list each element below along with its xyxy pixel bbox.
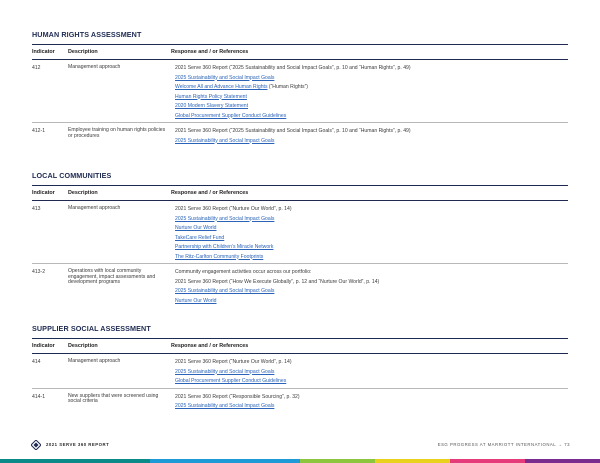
color-bar-segment [0, 459, 150, 463]
header-description: Description [68, 49, 98, 55]
reference-link[interactable]: Human Rights Policy Statement [175, 93, 247, 100]
header-response: Response and / or References [171, 343, 249, 349]
table-row [32, 123, 568, 147]
reference-link[interactable]: Nurture Our World [175, 225, 217, 231]
response-references [175, 354, 568, 388]
header-description: Description [68, 190, 98, 196]
reference-line [175, 113, 568, 123]
reference-suffix: (“Human Rights”) [267, 84, 308, 90]
indicator-description: Management approach [68, 358, 121, 364]
reference-line [175, 225, 568, 235]
header-indicator: Indicator [32, 190, 55, 196]
reference-line [175, 75, 568, 85]
footer-page-number[interactable]: ESG PROGRESS AT MARRIOTT INTERNATIONAL → 73 [437, 442, 570, 447]
color-bar-segment [300, 459, 375, 463]
color-bar [0, 459, 600, 463]
table-header [32, 185, 568, 201]
reference-line [175, 394, 568, 404]
color-bar-segment [525, 459, 600, 463]
footer-report-title: 2021 SERVE 360 REPORT [46, 442, 110, 447]
reference-line [175, 94, 568, 104]
indicator-code: 412-1 [32, 128, 46, 134]
indicator-description: New suppliers that were screened using social criteria [68, 392, 159, 405]
color-bar-segment [450, 459, 525, 463]
reference-line [175, 403, 568, 413]
reference-link[interactable]: Global Procurement Supplier Conduct Guidelines [175, 378, 287, 384]
response-references [175, 201, 568, 263]
reference-line [175, 298, 568, 308]
reference-line [175, 269, 568, 279]
indicator-description: Employee training on human rights policies or procedures [68, 127, 166, 139]
section-title: HUMAN RIGHTS ASSESSMENT [32, 30, 142, 39]
reference-line [175, 65, 568, 75]
reference-link[interactable]: 2025 Sustainability and Social Impact Goals [175, 368, 275, 375]
reference-text: 2021 Serve 360 Report (“How We Execute Globally”, p. 12 and “Nurture Our World”, p. 14) [175, 278, 380, 285]
reference-link[interactable]: TakeCare Relief Fund [175, 234, 225, 241]
reference-link[interactable]: The Ritz-Carlton Community Footprints [175, 253, 264, 260]
indicator-description: Management approach [68, 205, 121, 211]
header-response: Response and / or References [171, 190, 249, 196]
indicator-code: 413 [32, 206, 41, 212]
response-references [175, 123, 568, 147]
reference-line [175, 369, 568, 379]
reference-line [175, 359, 568, 369]
response-references [175, 60, 568, 122]
reference-link[interactable]: Global Procurement Supplier Conduct Guidelines [175, 112, 287, 119]
reference-line [175, 138, 568, 148]
reference-line [175, 128, 568, 138]
header-indicator: Indicator [32, 49, 55, 55]
reference-text: 2021 Serve 360 Report (“Responsible Sourcing”, p. 32) [175, 393, 300, 400]
table-header [32, 338, 568, 354]
reference-line [175, 206, 568, 216]
reference-line [175, 244, 568, 254]
reference-link[interactable]: Nurture Our World [175, 297, 217, 304]
reference-text: 2021 Serve 360 Report (“Nurture Our World”, p. 14) [175, 359, 292, 365]
reference-line [175, 378, 568, 388]
section-2 [32, 324, 568, 413]
reference-link[interactable]: Welcome All and Advance Human Rights [175, 84, 268, 90]
indicator-code: 412 [32, 65, 41, 71]
header-response: Response and / or References [171, 49, 249, 55]
reference-link[interactable]: 2025 Sustainability and Social Impact Goals [175, 215, 275, 222]
reference-link[interactable]: 2025 Sustainability and Social Impact Goals [175, 403, 275, 409]
table-header [32, 44, 568, 60]
indicator-code: 414 [32, 359, 41, 365]
reference-link[interactable]: 2025 Sustainability and Social Impact Goals [175, 74, 275, 81]
reference-link[interactable]: 2025 Sustainability and Social Impact Goals [175, 137, 275, 144]
section-0 [32, 30, 568, 147]
table-row [32, 389, 568, 413]
table-row [32, 60, 568, 123]
reference-link[interactable]: 2020 Modern Slavery Statement [175, 103, 249, 109]
color-bar-segment [150, 459, 300, 463]
indicator-code: 413-2 [32, 269, 46, 275]
section-1 [32, 171, 568, 307]
response-references [175, 264, 568, 307]
reference-text: Community engagement activities occur across our portfolio: [175, 269, 312, 275]
reference-link[interactable]: Partnership with Children’s Miracle Network [175, 244, 274, 250]
page-footer [0, 436, 600, 456]
reference-line [175, 84, 568, 94]
reference-link[interactable]: 2025 Sustainability and Social Impact Goals [175, 288, 275, 294]
reference-text: 2021 Serve 360 Report (“2025 Sustainability and Social Impact Goals”, p. 10 and “Human Rights”, p. 49) [175, 65, 411, 71]
serve360-logo-icon [31, 440, 41, 450]
table-row [32, 201, 568, 264]
table-row [32, 354, 568, 389]
response-references [175, 389, 568, 413]
section-title: SUPPLIER SOCIAL ASSESSMENT [32, 324, 151, 333]
reference-line [175, 254, 568, 264]
reference-line [175, 216, 568, 226]
reference-line [175, 279, 568, 289]
reference-line [175, 235, 568, 245]
reference-text: 2021 Serve 360 Report (“2025 Sustainability and Social Impact Goals”, p. 10 and “Human Rights”, p. 49) [175, 128, 411, 134]
section-title: LOCAL COMMUNITIES [32, 171, 112, 180]
reference-line [175, 288, 568, 298]
reference-text: 2021 Serve 360 Report (“Nurture Our World”, p. 14) [175, 206, 292, 212]
header-indicator: Indicator [32, 343, 55, 349]
indicator-description: Management approach [68, 64, 121, 70]
header-description: Description [68, 343, 98, 349]
reference-line [175, 103, 568, 113]
color-bar-segment [375, 459, 450, 463]
table-row [32, 264, 568, 307]
indicator-description: Operations with local community engagement, impact assessments and development programs [68, 268, 156, 286]
indicator-code: 414-1 [32, 393, 46, 400]
